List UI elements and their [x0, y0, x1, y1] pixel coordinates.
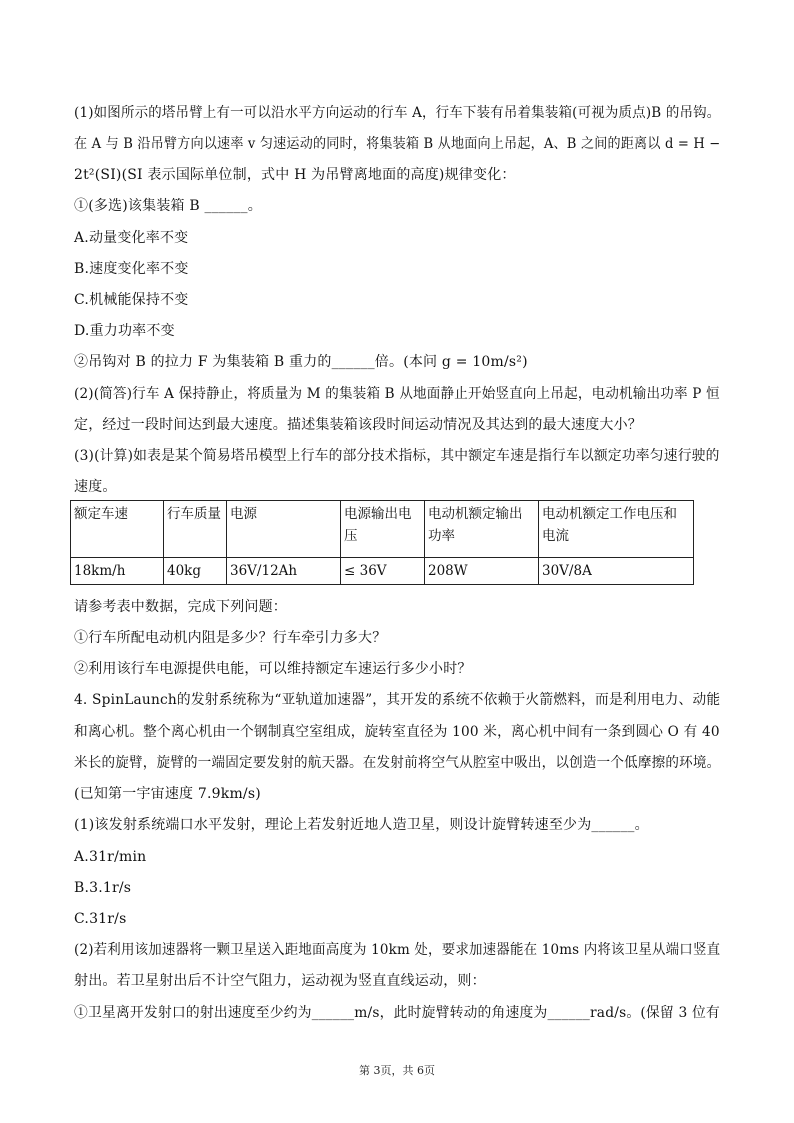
text-line: (1)该发射系统端口水平发射，理论上若发射近地人造卫星，则设计旋臂转速至少为______。 [74, 817, 649, 833]
text-line: 射出。若卫星射出后不计空气阻力，运动视为竖直直线运动，则： [74, 973, 486, 989]
text-line: ①(多选)该集装箱 B ______。 [74, 198, 262, 214]
text-line: 米长的旋臂，旋臂的一端固定要发射的航天器。在发射前将空气从腔室中吸出，以创造一个低摩擦的环境。 [74, 755, 721, 771]
table-cell: ≤ 36V [341, 558, 425, 585]
text-line: 速度。 [74, 479, 117, 495]
table-cell: 36V/12Ah [227, 558, 341, 585]
text-line: 请参考表中数据，完成下列问题： [74, 599, 287, 615]
text-line: (2)若利用该加速器将一颗卫星送入距地面高度为 10km 处，要求加速器能在 10ms 内将该卫星从端口竖直 [74, 942, 721, 958]
text-line: ②利用该行车电源提供电能，可以维持额定车速运行多少小时？ [74, 661, 472, 677]
text-line: (1)如图所示的塔吊臂上有一可以沿水平方向运动的行车 A，行车下装有吊着集装箱(可视为质点)B 的吊钩。 [74, 105, 721, 121]
table-cell: 18km/h [71, 558, 164, 585]
option-d: D.重力功率不变 [74, 323, 175, 339]
option-c: C.31r/s [74, 911, 127, 927]
spec-table [70, 500, 694, 585]
text-line: (已知第一宇宙速度 7.9km/s) [74, 786, 261, 802]
table-cell: 30V/8A [539, 558, 694, 585]
text-line: 定，经过一段时间达到最大速度。描述集装箱该段时间运动情况及其达到的最大速度大小？ [74, 417, 642, 433]
option-a: A.动量变化率不变 [74, 230, 189, 246]
text-line: ①卫星离开发射口的射出速度至少约为______m/s，此时旋臂转动的角速度为______rad/s。(保留 3 位有 [74, 1005, 720, 1021]
text-line: 2t²(SI)(SI 表示国际单位制，式中 H 为吊臂离地面的高度)规律变化： [74, 167, 516, 183]
text-line: ②吊钩对 B 的拉力 F 为集装箱 B 重力的______倍。(本问 g = 10m/s²) [74, 354, 528, 370]
table-header-cell: 电动机额定输出 功率 [425, 501, 539, 558]
text-line: (2)(简答)行车 A 保持静止，将质量为 M 的集装箱 B 从地面静止开始竖直向上吊起，电动机输出功率 P 恒 [74, 386, 720, 402]
page-footer: 第 3页，共 6页 [359, 1064, 435, 1077]
table-cell: 40kg [164, 558, 227, 585]
table-header-row [71, 501, 694, 558]
table-header-cell: 电源输出电 压 [341, 501, 425, 558]
text-line: 和离心机。整个离心机由一个钢制真空室组成，旋转室直径为 100 米，离心机中间有一条到圆心 O 有 40 [74, 724, 720, 740]
option-a: A.31r/min [74, 849, 147, 865]
text-line: (3)(计算)如表是某个简易塔吊模型上行车的部分技术指标，其中额定车速是指行车以额定功率匀速行驶的 [74, 448, 720, 464]
text-line: 4. SpinLaunch的发射系统称为“亚轨道加速器”，其开发的系统不依赖于火箭燃料，而是利用电力、动能 [74, 692, 721, 708]
option-b: B.3.1r/s [74, 880, 132, 896]
option-c: C.机械能保持不变 [74, 292, 189, 308]
option-b: B.速度变化率不变 [74, 261, 189, 277]
table-header-cell: 行车质量 [164, 501, 227, 558]
table-header-cell: 额定车速 [71, 501, 164, 558]
table-row [71, 558, 694, 585]
text-line: 在 A 与 B 沿吊臂方向以速率 v 匀速运动的同时，将集装箱 B 从地面向上吊起，A、B 之间的距离以 d = H − [74, 136, 721, 152]
table-header-cell: 电动机额定工作电压和 电流 [539, 501, 694, 558]
table-cell: 208W [425, 558, 539, 585]
table-header-cell: 电源 [227, 501, 341, 558]
text-line: ①行车所配电动机内阻是多少？行车牵引力多大？ [74, 630, 387, 646]
